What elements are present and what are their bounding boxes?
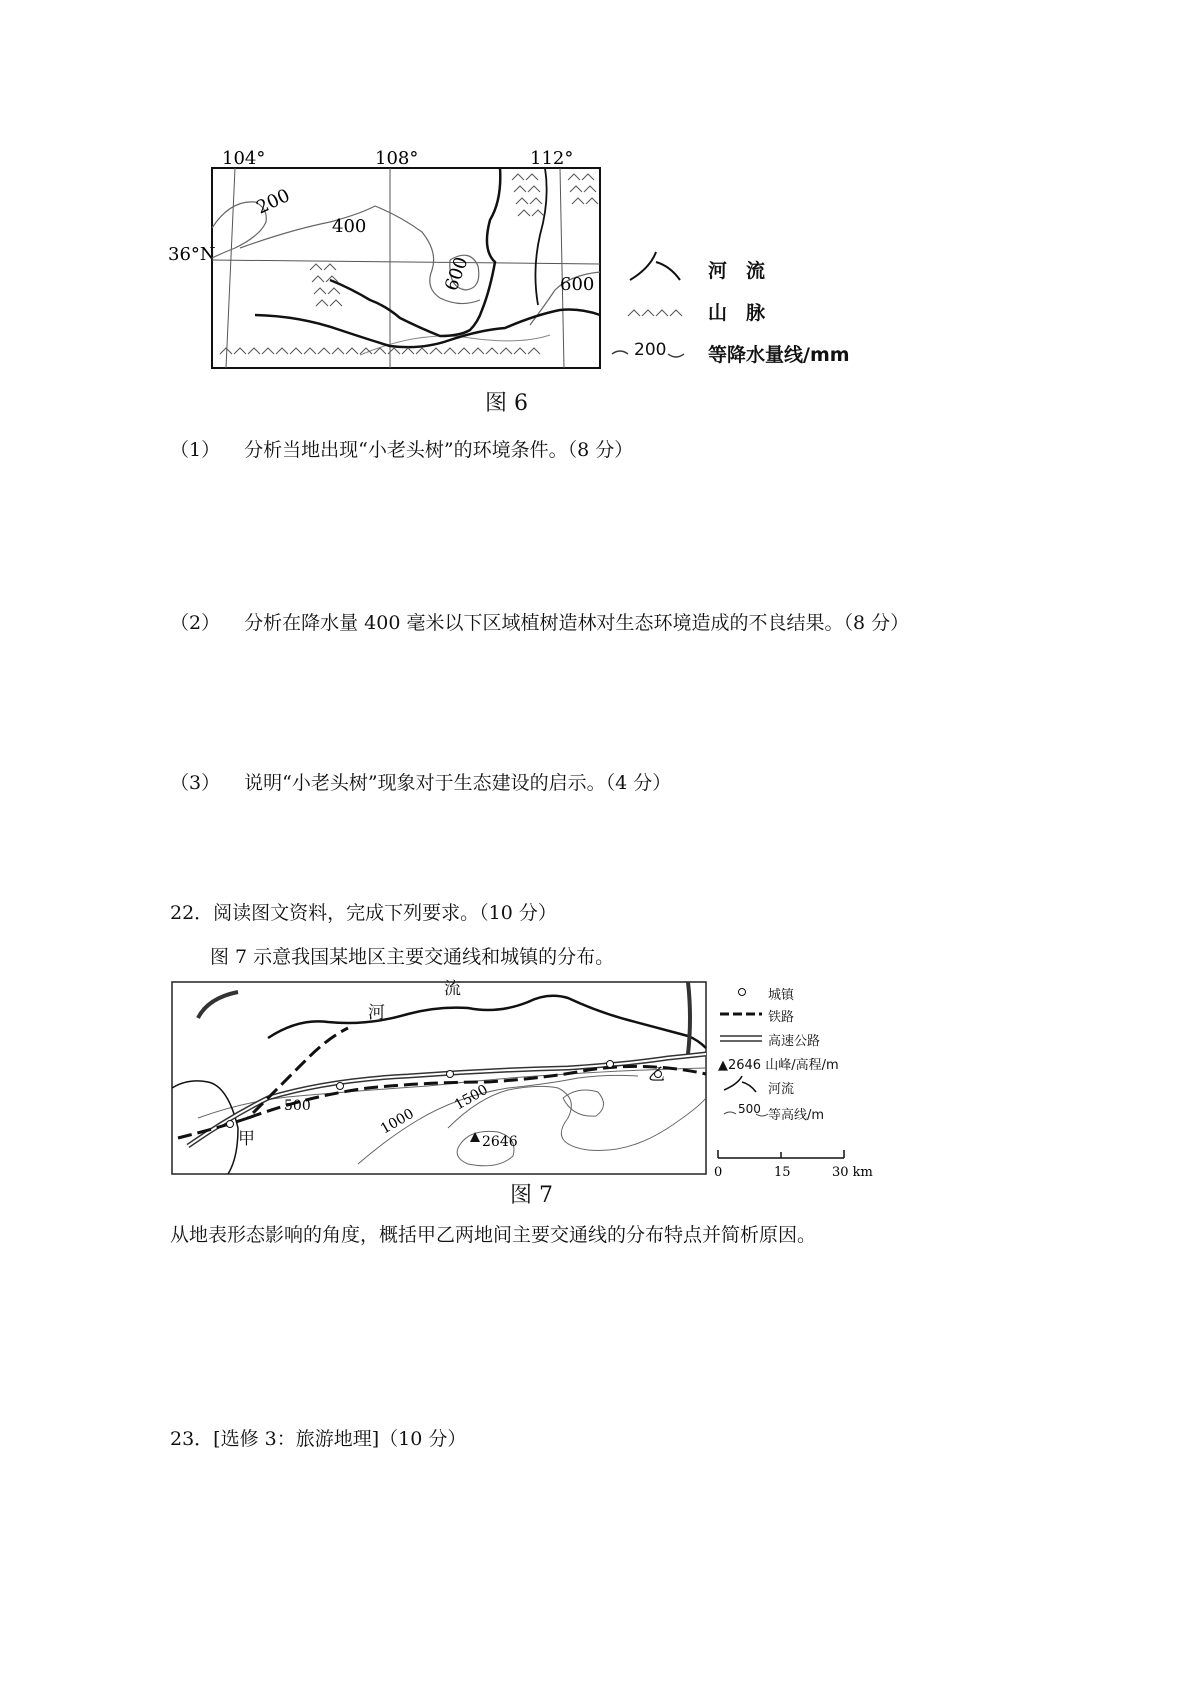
label-he: 河 <box>368 1003 385 1023</box>
label-yi: 乙 <box>648 1065 665 1085</box>
scale-label-0: 0 <box>714 1165 723 1178</box>
legend-river-label: 河 流 <box>708 260 766 282</box>
mountain-legend-icon <box>628 310 682 316</box>
peak-icon <box>470 1132 480 1142</box>
lon-label-112: 112° <box>530 148 574 169</box>
isohyet-label-600-east: 600 <box>560 274 595 295</box>
railway <box>178 1028 706 1138</box>
legend-contour-value: 500 <box>738 1102 761 1116</box>
legend-river-icon <box>724 1076 756 1092</box>
question-22-title: 22．阅读图文资料，完成下列要求。（10 分） <box>170 902 557 924</box>
town-3 <box>447 1071 454 1078</box>
contour-label-1500: 1500 <box>452 1081 491 1114</box>
scale-label-15: 15 <box>774 1165 791 1178</box>
question-2-text: 分析在降水量 400 毫米以下区域植树造林对生态环境造成的不良结果。（8 分） <box>244 612 910 634</box>
river-main <box>330 168 500 336</box>
question-1 <box>170 435 633 462</box>
isohyet-label-400: 400 <box>332 216 367 237</box>
lat-label-36n: 36°N <box>168 244 216 265</box>
contour-label-1000: 1000 <box>378 1105 417 1138</box>
legend-railway: 铁路 <box>768 1010 795 1025</box>
question-23-title: 23．[选修 3：旅游地理]（10 分） <box>170 1428 467 1450</box>
legend-town-icon <box>739 989 746 996</box>
question-3-number: （3） <box>170 772 221 794</box>
question-3 <box>170 768 671 795</box>
river-trunk <box>255 310 600 348</box>
isohyet-label-600-inner: 600 <box>440 254 473 294</box>
scale-bar <box>718 1150 844 1158</box>
lon-label-104: 104° <box>222 148 266 169</box>
question-2-number: （2） <box>170 612 221 634</box>
question-2 <box>170 608 909 635</box>
contour-label-500: 500 <box>284 1098 311 1114</box>
river <box>268 996 706 1048</box>
legend-highway-icon <box>720 1036 762 1041</box>
question-22-prompt: 从地表形态影响的角度，概括甲乙两地间主要交通线的分布特点并简析原因。 <box>170 1224 817 1246</box>
label-liu: 流 <box>444 979 461 999</box>
question-1-text: 分析当地出现“小老头树”的环境条件。（8 分） <box>244 439 634 461</box>
legend-peak: ▲2646 山峰/高程/m <box>718 1058 839 1073</box>
legend-isohyet-label: 等降水量线/mm <box>708 344 850 366</box>
lon-label-108: 108° <box>375 148 419 169</box>
isohyet-label-200: 200 <box>253 184 294 219</box>
legend-contour: 等高线/m <box>768 1108 825 1123</box>
label-jia: 甲 <box>238 1129 255 1149</box>
legend-town: 城镇 <box>768 988 795 1003</box>
legend-river: 河流 <box>768 1082 795 1097</box>
town-2 <box>337 1083 344 1090</box>
town-4 <box>607 1061 614 1068</box>
river-legend-icon <box>630 252 680 280</box>
scale-label-30km: 30 km <box>832 1165 873 1178</box>
contour-closed-1 <box>563 1090 604 1116</box>
legend-isohyet-value: 200 <box>634 340 667 360</box>
question-22-intro: 图 7 示意我国某地区主要交通线和城镇的分布。 <box>210 946 615 968</box>
figure-6-map <box>160 140 720 400</box>
legend-mountain-label: 山 脉 <box>708 302 766 324</box>
question-1-number: （1） <box>170 439 221 461</box>
peak-label: 2646 <box>482 1134 518 1150</box>
town-jia <box>227 1121 234 1128</box>
legend-highway: 高速公路 <box>768 1034 821 1049</box>
figure-7-caption: 图 7 <box>510 1183 553 1208</box>
figure-6-caption: 图 6 <box>485 391 528 416</box>
question-3-text: 说明“小老头树”现象对于生态建设的启示。（4 分） <box>244 772 672 794</box>
